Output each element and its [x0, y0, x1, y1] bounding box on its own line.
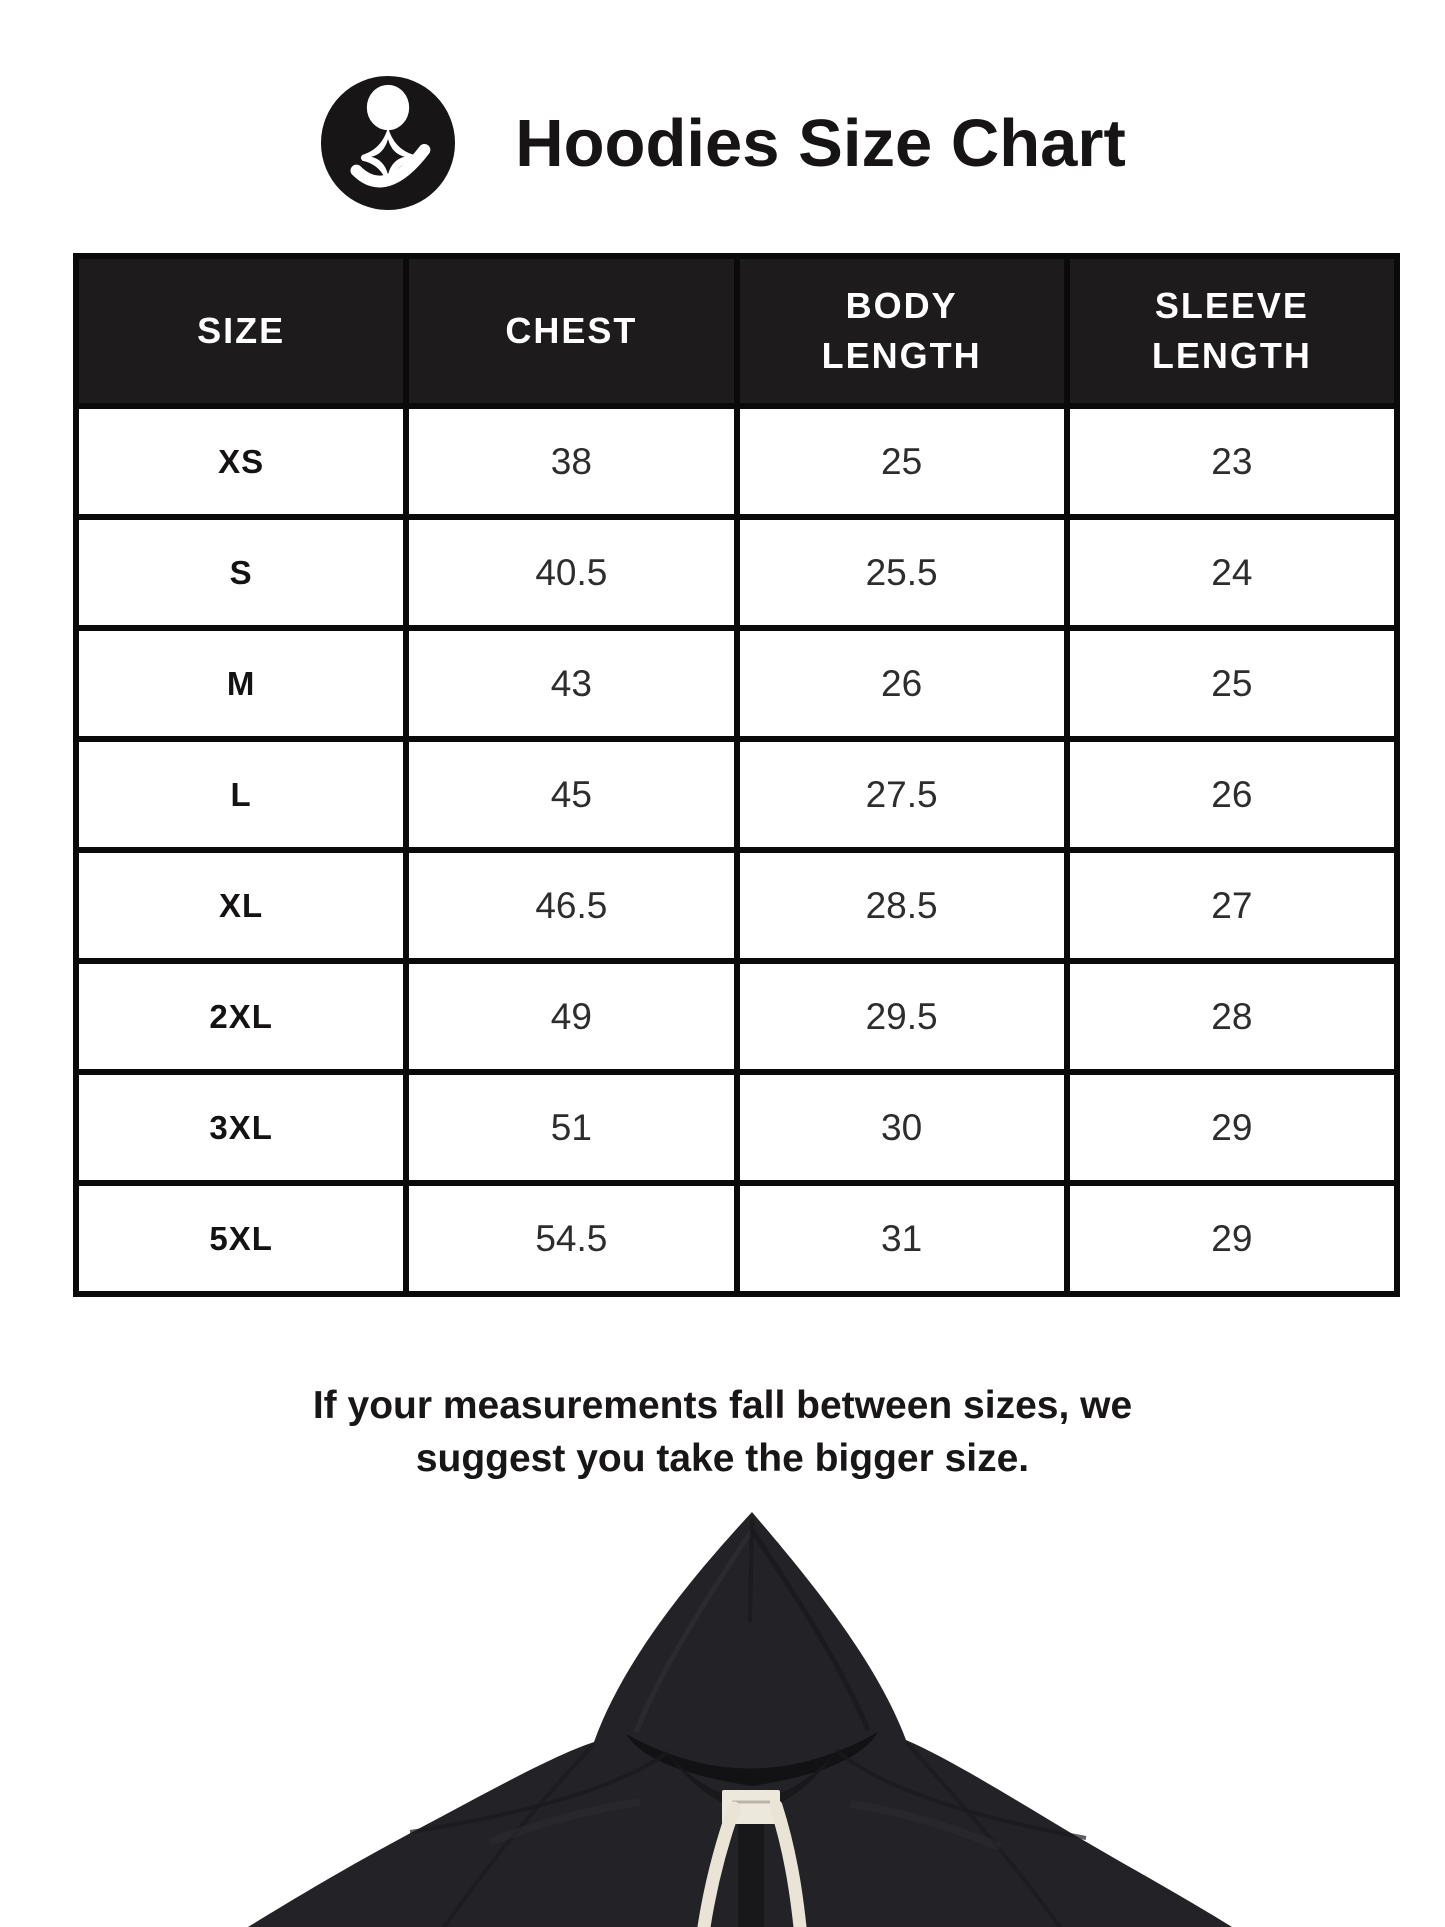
note-line-1: If your measurements fall between sizes, we [312, 1384, 1133, 1427]
hoodie-photo [240, 1502, 1240, 1927]
table-row [76, 961, 1397, 1072]
note-line-2: suggest you take the bigger size. [415, 1437, 1030, 1480]
logo-head [367, 85, 409, 130]
value-cell: 43 [406, 628, 736, 739]
size-cell: M [76, 628, 406, 739]
value-cell: 29 [1067, 1183, 1397, 1294]
size-cell: 2XL [76, 961, 406, 1072]
value-cell: 29 [1067, 1072, 1397, 1183]
value-cell: 31 [737, 1183, 1067, 1294]
table-header-row [76, 256, 1397, 406]
value-cell: 23 [1067, 406, 1397, 517]
column-header-body-length: BODY LENGTH [737, 256, 1067, 406]
value-cell: 54.5 [406, 1183, 736, 1294]
value-cell: 30 [737, 1072, 1067, 1183]
value-cell: 26 [1067, 739, 1397, 850]
value-cell: 49 [406, 961, 736, 1072]
hoodie-image [240, 1502, 1240, 1927]
value-cell: 40.5 [406, 517, 736, 628]
value-cell: 24 [1067, 517, 1397, 628]
value-cell: 25 [1067, 628, 1397, 739]
value-cell: 45 [406, 739, 736, 850]
center-seam-shadow [738, 1812, 764, 1927]
table-row [76, 628, 1397, 739]
column-header-chest: CHEST [406, 256, 736, 406]
hood-center-seam [750, 1518, 752, 1622]
size-cell: 5XL [76, 1183, 406, 1294]
value-cell: 26 [737, 628, 1067, 739]
value-cell: 27.5 [737, 739, 1067, 850]
size-note [0, 1379, 1445, 1485]
table-row [76, 1183, 1397, 1294]
page-title: Hoodies Size Chart [515, 105, 1126, 181]
table-row [76, 739, 1397, 850]
column-header-sleeve-length: SLEEVE LENGTH [1067, 256, 1397, 406]
value-cell: 27 [1067, 850, 1397, 961]
size-cell: S [76, 517, 406, 628]
value-cell: 51 [406, 1072, 736, 1183]
value-cell: 46.5 [406, 850, 736, 961]
size-cell: 3XL [76, 1072, 406, 1183]
table-row [76, 406, 1397, 517]
value-cell: 28 [1067, 961, 1397, 1072]
size-chart-table [73, 253, 1400, 1297]
table-row [76, 517, 1397, 628]
value-cell: 25 [737, 406, 1067, 517]
value-cell: 38 [406, 406, 736, 517]
table-row [76, 850, 1397, 961]
value-cell: 25.5 [737, 517, 1067, 628]
column-header-size: SIZE [76, 256, 406, 406]
size-cell: XL [76, 850, 406, 961]
size-cell: XS [76, 406, 406, 517]
table-row [76, 1072, 1397, 1183]
brand-header [0, 73, 1445, 213]
size-cell: L [76, 739, 406, 850]
brand-mascot-logo-icon [319, 74, 457, 212]
value-cell: 29.5 [737, 961, 1067, 1072]
value-cell: 28.5 [737, 850, 1067, 961]
